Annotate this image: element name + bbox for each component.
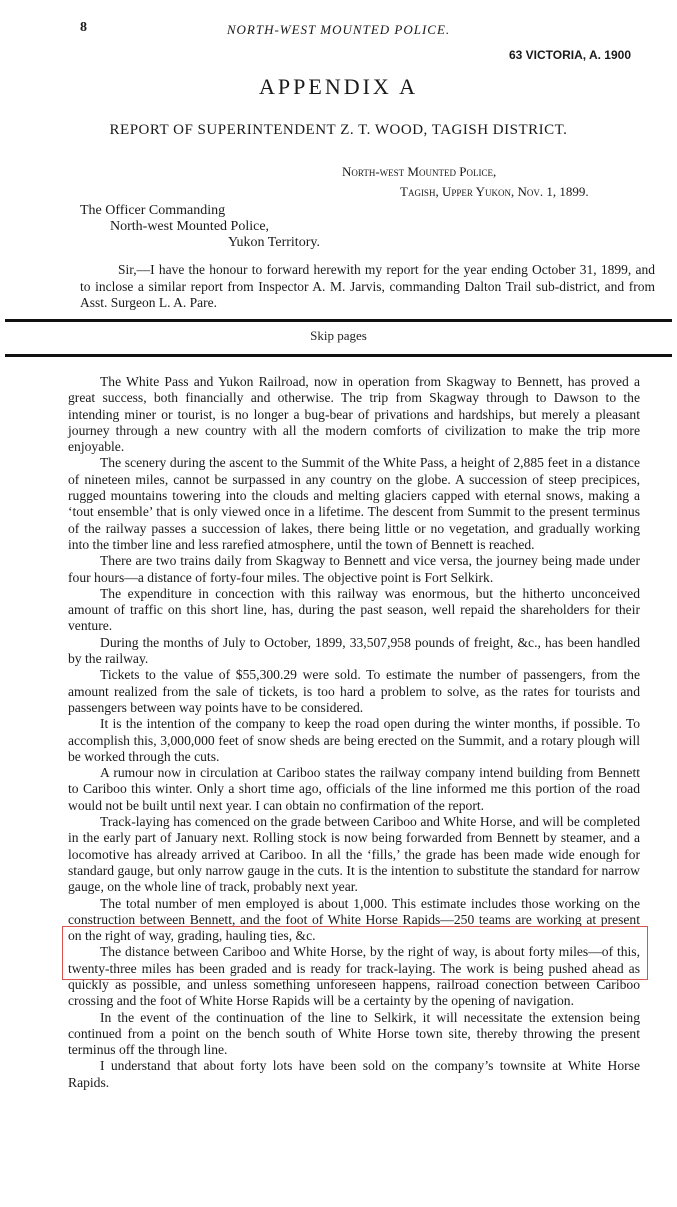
skip-pages-link[interactable]: Skip pages	[310, 328, 367, 343]
paragraph: Track-laying has comenced on the grade between Cariboo and White Horse, and will be completed in the early part of January next. Rolling stock is now being forwarded from Bennett by steamer, and a locomotive has already arrived at Cariboo. In all the ‘fills,’ the grade has been made wide enough for standard gauge, but only narrow gauge in the cuts. It is the intention to substitute the standard for narrow gauge, on the whole line of track, probably next year.	[68, 814, 640, 895]
addressee-line-1: The Officer Commanding	[80, 203, 226, 218]
paragraph: The distance between Cariboo and White Horse, by the right of way, is about forty miles—of this, twenty-three miles has been graded and is ready for track-laying. The work is being pushed ahead as quickly as possible, and unless something unforeseen happens, railroad conection between Cariboo crossing and the foot of White Horse Rapids will be a certainty by the opening of navigation.	[68, 944, 640, 1009]
paragraph: The total number of men employed is about 1,000. This estimate includes those working on the construction between Bennett, and the foot of White Horse Rapids—250 teams are working at present on the right of way, grading, hauling ties, &c.	[68, 895, 640, 944]
paragraph: During the months of July to October, 1899, 33,507,958 pounds of freight, &c., has been handled by the railway.	[68, 634, 640, 667]
dateline-organization: North-west Mounted Police,	[342, 164, 497, 179]
paragraph: Tickets to the value of $55,300.29 were sold. To estimate the number of passengers, from the amount realized from the sale of tickets, is too hard a problem to solve, as the rates for tourists and passengers between way points have to be considered.	[68, 667, 640, 715]
salutation-paragraph: Sir,—I have the honour to forward herewith my report for the year ending October 31, 1899, and to inclose a similar report from Inspector A. M. Jarvis, commanding Dalton Trail sub-district, and from Asst. Surgeon L. A. Pare.	[80, 262, 655, 310]
paragraph: The expenditure in concection with this railway was enormous, but the hitherto unconceived amount of traffic on this short line, has, during the past season, well repaid the shareholders for their venture.	[68, 585, 640, 634]
addressee-line-2: North-west Mounted Police,	[110, 219, 270, 234]
paragraph: In the event of the continuation of the line to Selkirk, it will necessitate the extension being continued from a point on the bench south of White Horse town site, thereby throwing the present terminus off the through line.	[68, 1009, 640, 1058]
paragraph: The scenery during the ascent to the Summit of the White Pass, a height of 2,885 feet in a distance of nineteen miles, cannot be surpassed in any country on the globe. A succession of steep precipices, rugged mountains towering into the clouds and melting glaciers capped with eternal snows, making a ‘tout ensemble’ that is only viewed once in a lifetime. The descent from Summit to the present terminus of the railway passes a succession of lakes, there being little or no vegetation, and gradually working into the timber line and less rarefied atmosphere, until the town of Bennett is reached.	[68, 455, 640, 552]
paragraph: A rumour now in circulation at Cariboo states the railway company intend building from Bennett to Cariboo this winter. Only a short time ago, officials of the line informed me this portion of the road would not be built until next year. I can obtain no confirmation of the report.	[68, 765, 640, 813]
bottom-divider	[5, 354, 672, 357]
page-number: 8	[80, 20, 87, 35]
session-label: 63 VICTORIA, A. 1900	[508, 48, 631, 62]
paragraph: There are two trains daily from Skagway to Bennett and vice versa, the journey being made under four hours—a distance of forty-four miles. The objective point is Fort Selkirk.	[68, 553, 640, 585]
report-title: REPORT OF SUPERINTENDENT Z. T. WOOD, TAGISH DISTRICT.	[109, 122, 568, 138]
appendix-title: APPENDIX A	[259, 74, 418, 99]
report-body	[68, 374, 640, 1091]
paragraph: The White Pass and Yukon Railroad, now in operation from Skagway to Bennett, has proved a great success, both financially and otherwise. The trip from Skagway through to Dawson to the intending miner or tourist, is no longer a bug-bear of privations and hardships, but merely a pleasant journey through a new country with all the modern comforts of civilization to make the trip more enjoyable.	[68, 374, 640, 455]
dateline-place-date: Tagish, Upper Yukon, Nov. 1, 1899.	[400, 184, 589, 199]
top-divider	[5, 319, 672, 322]
paragraph: It is the intention of the company to keep the road open during the winter months, if possible. To accomplish this, 3,000,000 feet of snow sheds are being erected on the Summit, and a rotary plough will be worked through the cuts.	[68, 716, 640, 764]
paragraph: I understand that about forty lots have been sold on the company’s townsite at White Horse Rapids.	[68, 1058, 640, 1090]
addressee-line-3: Yukon Territory.	[228, 235, 320, 250]
running-title: NORTH-WEST MOUNTED POLICE.	[226, 22, 451, 37]
